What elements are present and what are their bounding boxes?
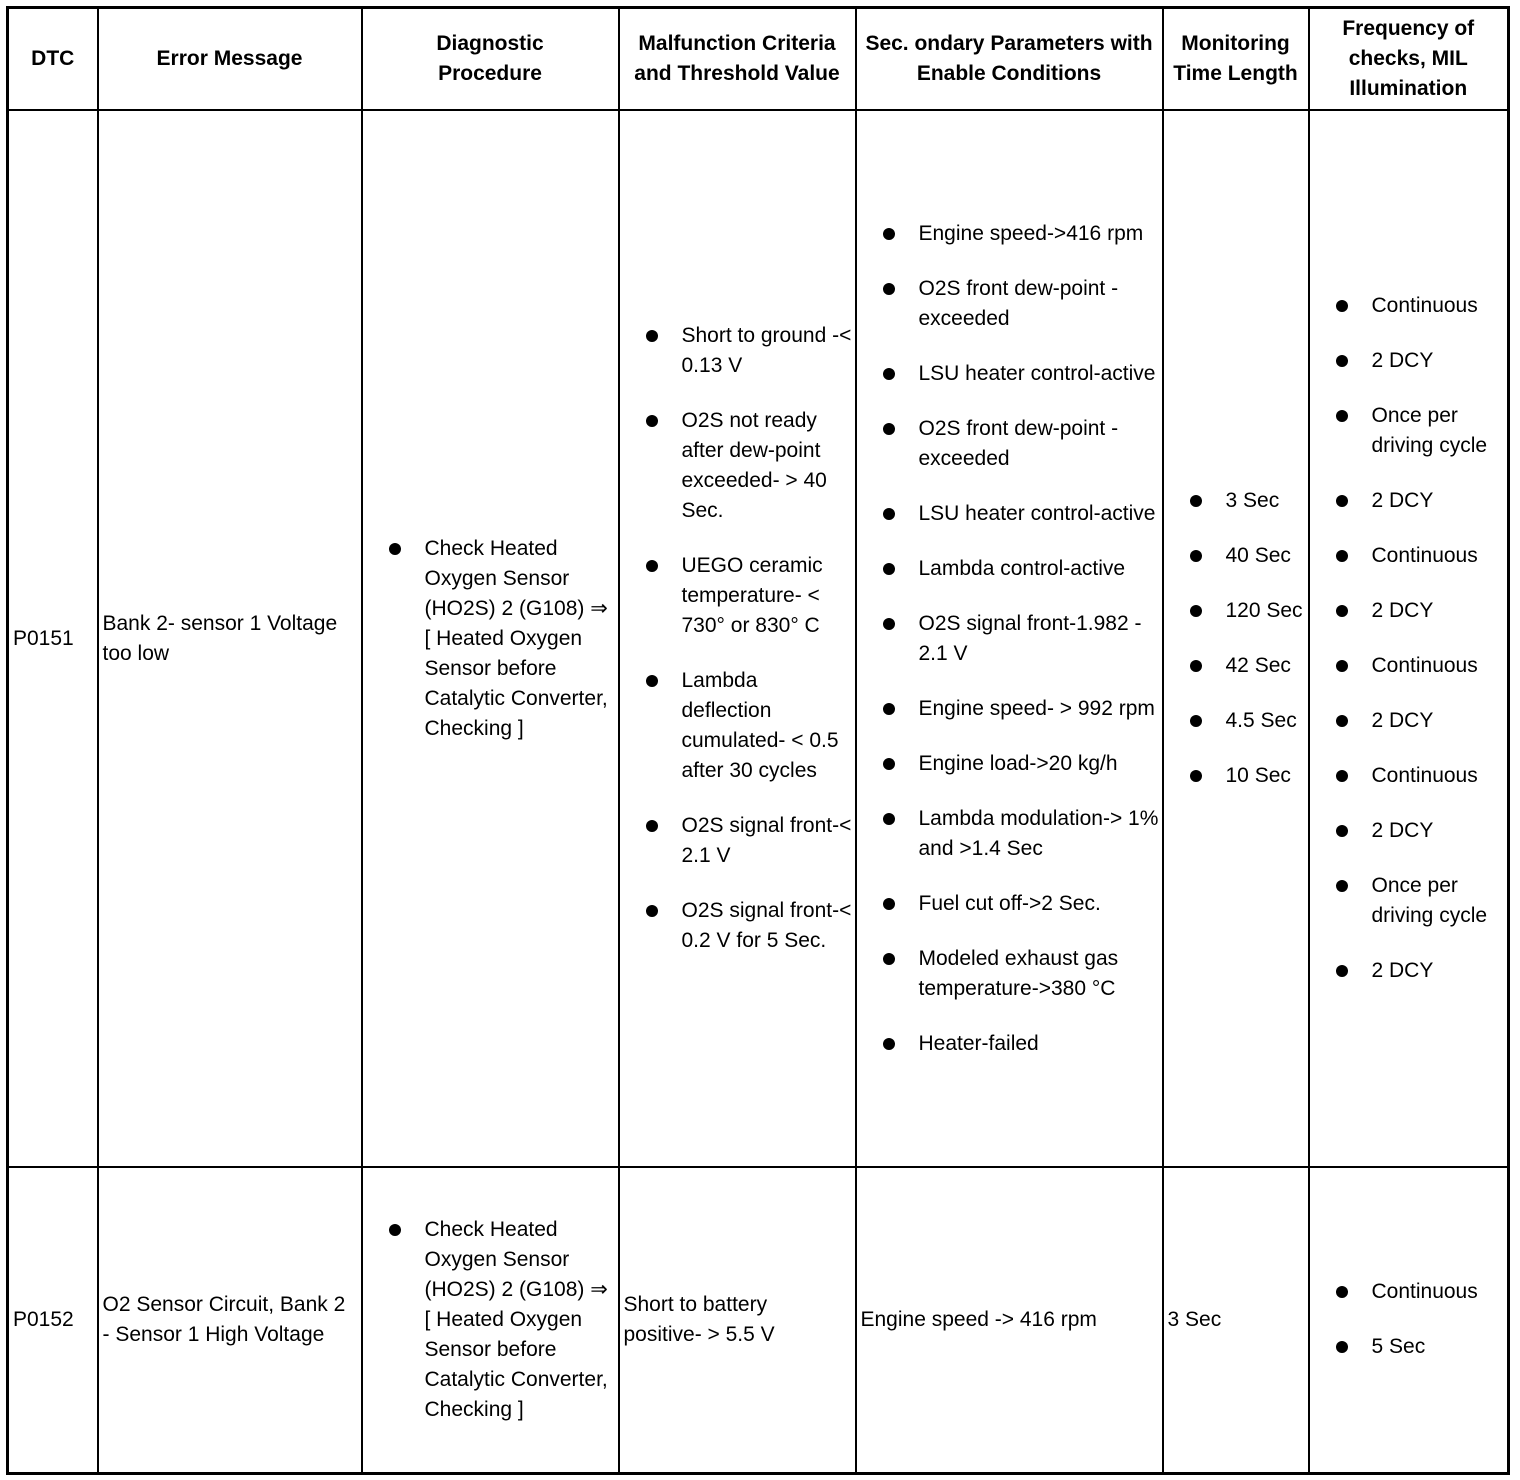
- secondary-parameters-cell: [856, 110, 1163, 1167]
- frequency-item: Continuous: [1314, 761, 1506, 791]
- time-item: 40 Sec: [1168, 541, 1306, 571]
- parameter-item: Lambda modulation-> 1% and >1.4 Sec: [861, 804, 1160, 864]
- frequency-item: 2 DCY: [1314, 486, 1506, 516]
- diagnostic-procedure-list: [367, 1215, 614, 1425]
- dtc-code: P0151: [8, 110, 98, 1167]
- criteria-item: O2S not ready after dew-point exceeded- > 40 Sec.: [624, 406, 853, 526]
- criteria-item: O2S signal front-< 2.1 V: [624, 811, 853, 871]
- header-diagnostic-procedure: Diagnostic Procedure: [362, 8, 619, 111]
- frequency-item: Continuous: [1314, 1277, 1506, 1307]
- malfunction-criteria-cell: [619, 110, 856, 1167]
- parameter-item: Engine speed- > 992 rpm: [861, 694, 1160, 724]
- parameter-item: O2S signal front-1.982 - 2.1 V: [861, 609, 1160, 669]
- diagnostic-procedure-cell: [362, 1167, 619, 1473]
- parameter-item: Engine load->20 kg/h: [861, 749, 1160, 779]
- diagnostic-procedure-list: [367, 534, 614, 744]
- table-row-p0152: [8, 1167, 1509, 1473]
- frequency-item: Once per driving cycle: [1314, 871, 1506, 931]
- frequency-item: 2 DCY: [1314, 816, 1506, 846]
- monitoring-time: 3 Sec: [1163, 1167, 1309, 1473]
- frequency-item: Continuous: [1314, 541, 1506, 571]
- header-frequency: Frequency of checks, MIL Illumination: [1309, 8, 1509, 111]
- malfunction-criteria: Short to battery positive- > 5.5 V: [619, 1167, 856, 1473]
- header-dtc: DTC: [8, 8, 98, 111]
- header-error-message: Error Message: [98, 8, 362, 111]
- parameter-item: Lambda control-active: [861, 554, 1160, 584]
- secondary-parameters-list: [861, 219, 1160, 1059]
- frequency-item: 2 DCY: [1314, 956, 1506, 986]
- frequency-item: 2 DCY: [1314, 346, 1506, 376]
- frequency-list: [1314, 1277, 1506, 1362]
- criteria-item: O2S signal front-< 0.2 V for 5 Sec.: [624, 896, 853, 956]
- malfunction-criteria-list: [624, 321, 853, 956]
- procedure-item: Check Heated Oxygen Sensor (HO2S) 2 (G108) ⇒ [ Heated Oxygen Sensor before Catalytic Converter, Checking ]: [367, 534, 614, 744]
- criteria-item: Short to ground -< 0.13 V: [624, 321, 853, 381]
- criteria-item: UEGO ceramic temperature- < 730° or 830° C: [624, 551, 853, 641]
- criteria-item: Lambda deflection cumulated- < 0.5 after 30 cycles: [624, 666, 853, 786]
- time-item: 120 Sec: [1168, 596, 1306, 626]
- procedure-item: Check Heated Oxygen Sensor (HO2S) 2 (G108) ⇒ [ Heated Oxygen Sensor before Catalytic Converter, Checking ]: [367, 1215, 614, 1425]
- frequency-cell: [1309, 1167, 1509, 1473]
- frequency-item: Once per driving cycle: [1314, 401, 1506, 461]
- time-item: 4.5 Sec: [1168, 706, 1306, 736]
- parameter-item: LSU heater control-active: [861, 499, 1160, 529]
- header-monitoring-time: Monitoring Time Length: [1163, 8, 1309, 111]
- header-malfunction-criteria: Malfunction Criteria and Threshold Value: [619, 8, 856, 111]
- frequency-list: [1314, 291, 1506, 986]
- time-item: 10 Sec: [1168, 761, 1306, 791]
- secondary-parameters: Engine speed -> 416 rpm: [856, 1167, 1163, 1473]
- header-row: [8, 8, 1509, 111]
- parameter-item: O2S front dew-point -exceeded: [861, 274, 1160, 334]
- error-message: O2 Sensor Circuit, Bank 2 - Sensor 1 High Voltage: [98, 1167, 362, 1473]
- frequency-cell: [1309, 110, 1509, 1167]
- dtc-code: P0152: [8, 1167, 98, 1473]
- frequency-item: Continuous: [1314, 291, 1506, 321]
- error-message: Bank 2- sensor 1 Voltage too low: [98, 110, 362, 1167]
- dtc-table: [6, 6, 1510, 1475]
- parameter-item: O2S front dew-point -exceeded: [861, 414, 1160, 474]
- time-item: 42 Sec: [1168, 651, 1306, 681]
- frequency-item: 2 DCY: [1314, 706, 1506, 736]
- parameter-item: Modeled exhaust gas temperature->380 °C: [861, 944, 1160, 1004]
- header-secondary-parameters: Sec. ondary Parameters with Enable Conditions: [856, 8, 1163, 111]
- parameter-item: Heater-failed: [861, 1029, 1160, 1059]
- frequency-item: 2 DCY: [1314, 596, 1506, 626]
- monitoring-time-cell: [1163, 110, 1309, 1167]
- parameter-item: Fuel cut off->2 Sec.: [861, 889, 1160, 919]
- monitoring-time-list: [1168, 486, 1306, 791]
- frequency-item: 5 Sec: [1314, 1332, 1506, 1362]
- diagnostic-procedure-cell: [362, 110, 619, 1167]
- parameter-item: Engine speed->416 rpm: [861, 219, 1160, 249]
- time-item: 3 Sec: [1168, 486, 1306, 516]
- table-row-p0151: [8, 110, 1509, 1167]
- parameter-item: LSU heater control-active: [861, 359, 1160, 389]
- frequency-item: Continuous: [1314, 651, 1506, 681]
